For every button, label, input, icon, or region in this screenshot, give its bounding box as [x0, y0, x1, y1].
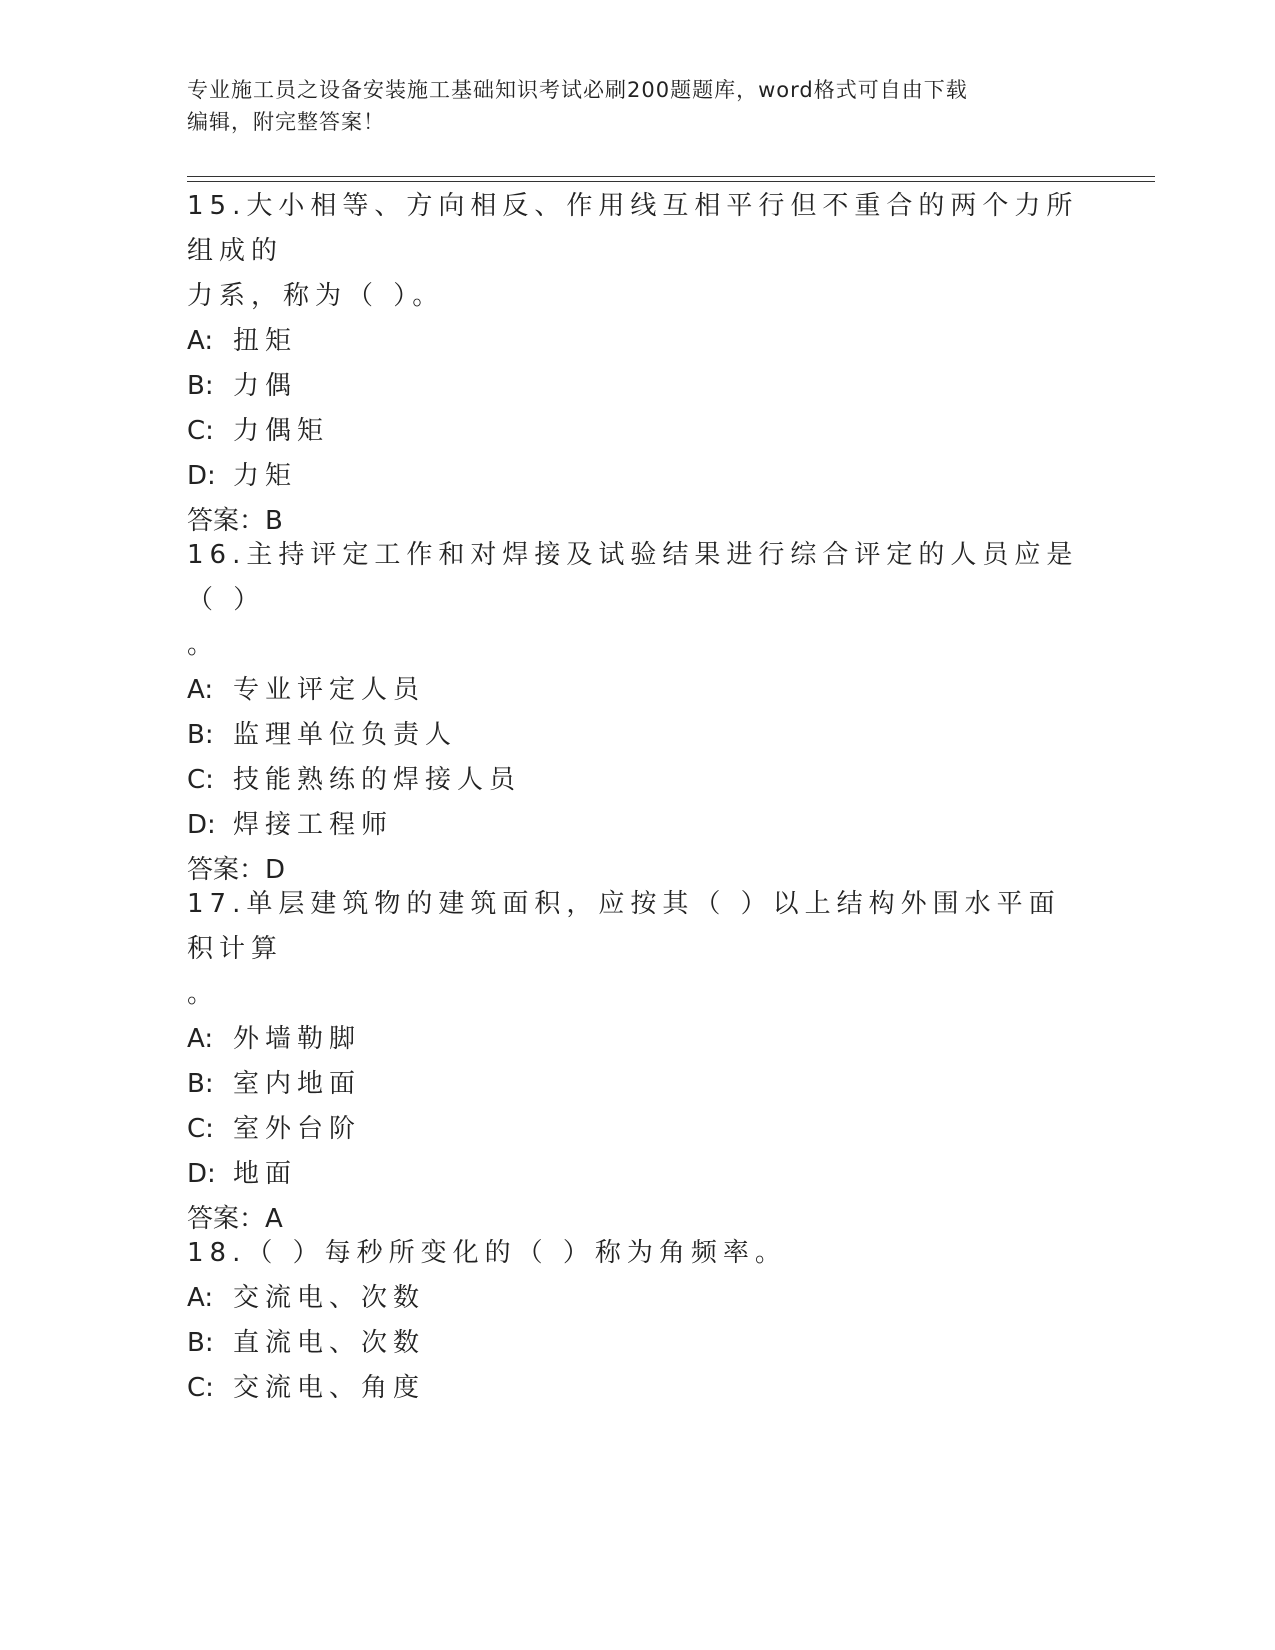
question-stem-line: 。	[187, 630, 220, 660]
option-b	[187, 1321, 1087, 1366]
option-text: 焊接工程师	[233, 810, 394, 840]
option-text: 交流电、次数	[233, 1283, 426, 1313]
question-stem-line: 17.单层建筑物的建筑面积，应按其（ ）以上结构外围水平面积计算	[187, 889, 1061, 964]
question-stem-line: 力系，称为（ ）。	[187, 281, 445, 311]
answer-line: 答案：B	[187, 506, 283, 536]
question-stem-line: 18.（ ）每秒所变化的（ ）称为角频率。	[187, 1238, 787, 1268]
option-text: 室内地面	[233, 1069, 362, 1099]
option-c	[187, 1107, 1087, 1152]
option-key: A:	[187, 326, 214, 356]
option-d	[187, 1152, 1087, 1197]
option-text: 力偶	[233, 371, 298, 401]
option-d	[187, 454, 1087, 499]
question-17	[187, 882, 1087, 1242]
answer-line: 答案：D	[187, 855, 286, 885]
question-stem-line: 16.主持评定工作和对焊接及试验结果进行综合评定的人员应是（ ）	[187, 540, 1079, 615]
option-a	[187, 1017, 1087, 1062]
option-a	[187, 668, 1087, 713]
option-key: B:	[187, 371, 214, 401]
option-key: C:	[187, 416, 214, 446]
option-key: D:	[187, 461, 216, 491]
option-key: A:	[187, 1283, 214, 1313]
option-text: 外墙勒脚	[233, 1024, 362, 1054]
option-text: 地面	[233, 1159, 298, 1189]
option-text: 室外台阶	[233, 1114, 362, 1144]
option-b	[187, 1062, 1087, 1107]
option-text: 监理单位负责人	[233, 720, 458, 750]
header-line-2: 编辑，附完整答案！	[187, 110, 385, 134]
option-d	[187, 803, 1087, 848]
header-line-1: 专业施工员之设备安装施工基础知识考试必刷200题题库，word格式可自由下载	[187, 78, 968, 102]
option-text: 力矩	[233, 461, 298, 491]
header-divider-top	[187, 176, 1155, 177]
option-text: 专业评定人员	[233, 675, 426, 705]
option-key: C:	[187, 1114, 214, 1144]
option-key: B:	[187, 720, 214, 750]
option-key: D:	[187, 1159, 216, 1189]
option-key: D:	[187, 810, 216, 840]
option-key: B:	[187, 1328, 214, 1358]
option-c	[187, 409, 1087, 454]
option-key: A:	[187, 675, 214, 705]
option-key: C:	[187, 1373, 214, 1403]
question-18	[187, 1231, 1087, 1411]
option-text: 交流电、角度	[233, 1373, 426, 1403]
option-a	[187, 1276, 1087, 1321]
option-text: 技能熟练的焊接人员	[233, 765, 522, 795]
question-stem-line: 。	[187, 979, 220, 1009]
document-header	[187, 74, 1077, 138]
option-text: 力偶矩	[233, 416, 330, 446]
option-b	[187, 713, 1087, 758]
option-key: B:	[187, 1069, 214, 1099]
option-text: 直流电、次数	[233, 1328, 426, 1358]
option-c	[187, 758, 1087, 803]
option-text: 扭矩	[233, 326, 298, 356]
option-b	[187, 364, 1087, 409]
question-stem-line: 15.大小相等、方向相反、作用线互相平行但不重合的两个力所组成的	[187, 191, 1079, 266]
option-c	[187, 1366, 1087, 1411]
option-key: A:	[187, 1024, 214, 1054]
option-a	[187, 319, 1087, 364]
question-16	[187, 533, 1087, 893]
header-divider-bottom	[187, 181, 1155, 182]
answer-line: 答案：A	[187, 1204, 283, 1234]
option-key: C:	[187, 765, 214, 795]
question-15	[187, 184, 1087, 544]
